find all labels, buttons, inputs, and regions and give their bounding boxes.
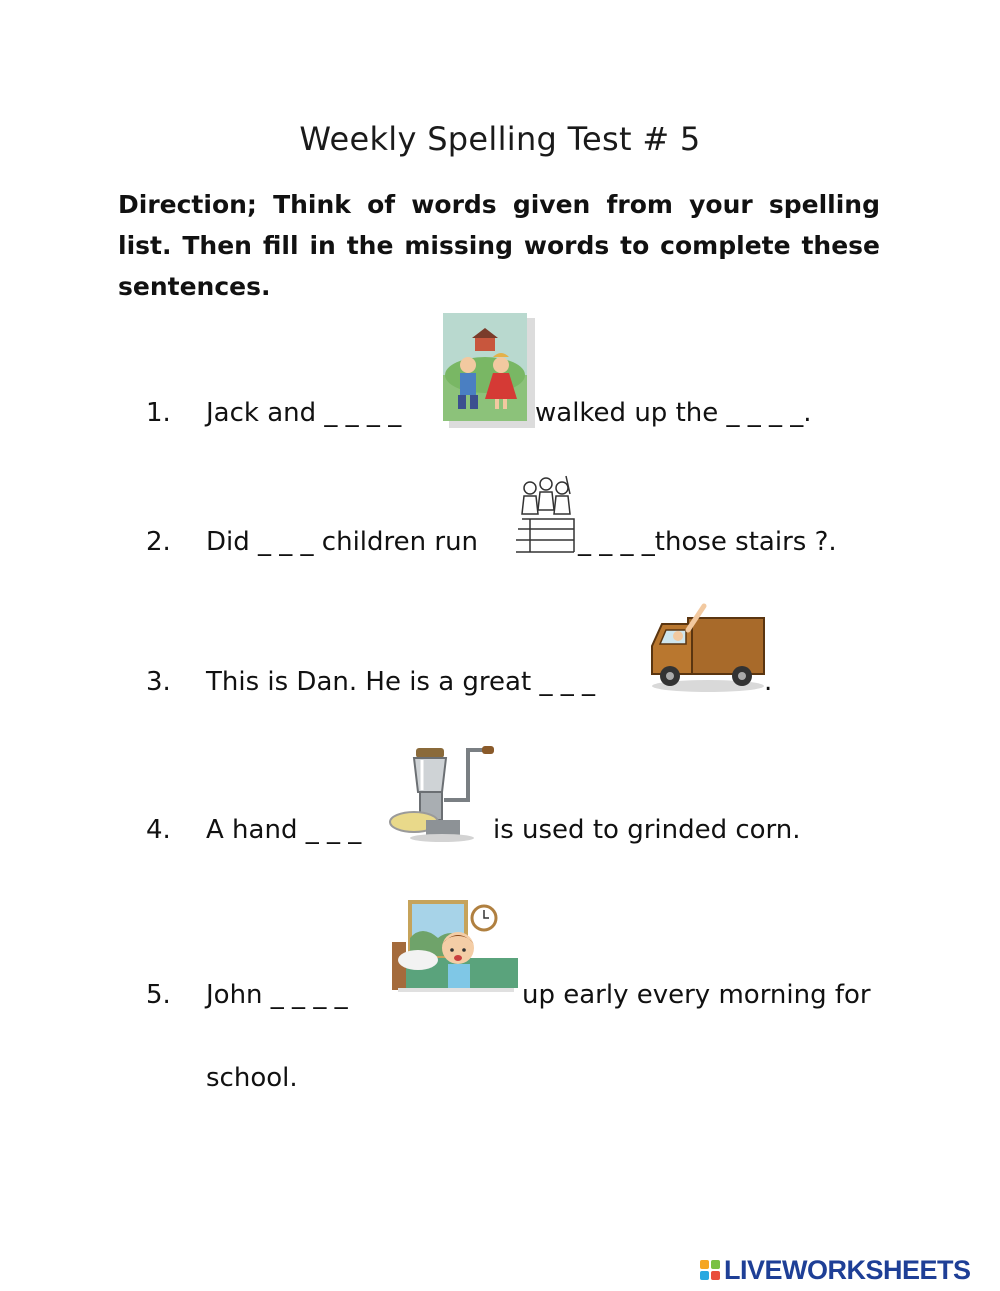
question-text-after: . [764,667,773,697]
question-text-after: walked up the _ _ _ _. [535,398,812,428]
question-number: 3. [146,667,171,697]
question-text-before: This is Dan. He is a great _ _ _ [206,667,595,697]
question-text-after: _ _ _ _those stairs ?. [578,527,837,557]
question-text-continuation: school. [206,1063,298,1093]
question-number: 4. [146,815,171,845]
question-text-after: is used to grinded corn. [493,815,801,845]
logo-text: LIVEWORKSHEETS [724,1254,971,1285]
question-number: 2. [146,527,171,557]
question-text-before: Did _ _ _ children run [206,527,479,557]
question-text-after: up early every morning for [522,980,871,1010]
question-text-before: John _ _ _ _ [206,980,348,1010]
question-number: 5. [146,980,171,1010]
jack-and-jill-picture [443,313,535,428]
logo-icon [700,1260,720,1280]
question-text-before: Jack and _ _ _ _ [206,398,402,428]
boy-waking-up-picture [392,898,518,1000]
children-on-stairs-picture [516,474,578,554]
page-title: Weekly Spelling Test # 5 [299,120,701,158]
delivery-truck-picture [648,600,766,692]
question-number: 1. [146,398,171,428]
question-text-before: A hand _ _ _ [206,815,362,845]
corn-grinder-picture [388,742,494,842]
liveworksheets-logo [700,1252,971,1288]
directions: Direction; Think of words given from your spelling list. Then fill in the missing words to complete these sentences. [118,190,880,301]
